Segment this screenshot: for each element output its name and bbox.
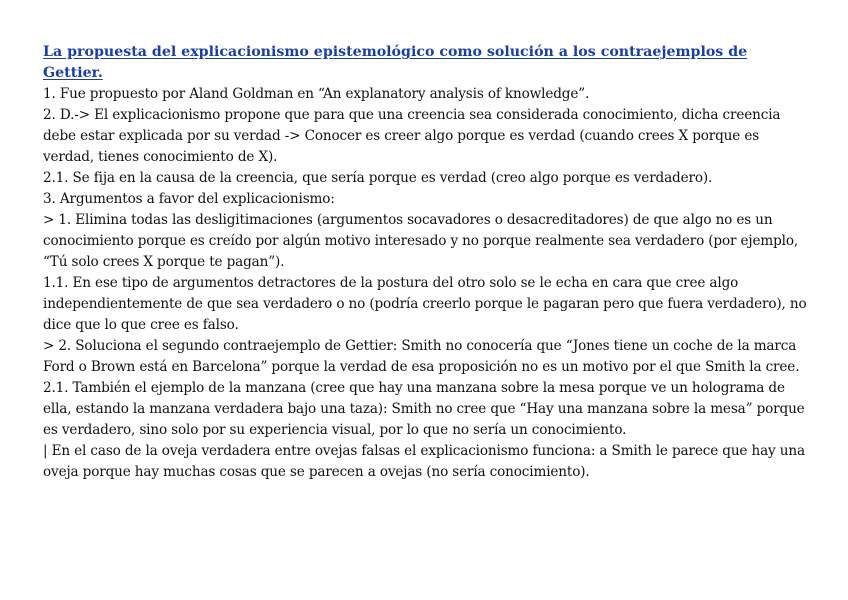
paragraph-3-argument-1: > 1. Elimina todas las desligitimaciones (argumentos socavadores o desacreditadores) de que algo no es un conocimiento porque es creído por algún motivo interesado y no porque realmente sea verdadero (por ejemplo, “Tú solo crees X porque te pagan”).: [43, 212, 799, 270]
paragraph-2-1: 2.1. Se fija en la causa de la creencia, que sería porque es verdad (creo algo porque es verdadero).: [43, 170, 713, 186]
paragraph-3: 3. Argumentos a favor del explicacionismo:: [43, 191, 335, 207]
document-title[interactable]: La propuesta del explicacionismo epistemológico como solución a los contraejemplos de Gettier.: [43, 44, 748, 81]
paragraph-sheep-case: | En el caso de la oveja verdadera entre ovejas falsas el explicacionismo funciona: a Smith le parece que hay una oveja porque hay muchas cosas que se parecen a ovejas (no sería conocimiento).: [43, 443, 805, 480]
paragraph-1: 1. Fue propuesto por Aland Goldman en “An explanatory analysis of knowledge”.: [43, 86, 590, 102]
paragraph-2: 2. D.-> El explicacionismo propone que para que una creencia sea considerada conocimiento, dicha creencia debe estar explicada por su verdad -> Conocer es creer algo porque es verdad (cuando crees X porque es verdad, tienes conocimiento de X).: [43, 107, 781, 165]
paragraph-1-1: 1.1. En ese tipo de argumentos detractores de la postura del otro solo se le echa en cara que cree algo independientemente de que sea verdadero o no (podría creerlo porque le pagaran pero que fuera verdadero), no dice que lo que cree es falso.: [43, 275, 807, 333]
paragraph-3-argument-2: > 2. Soluciona el segundo contraejemplo de Gettier: Smith no conocería que “Jones tiene un coche de la marca Ford o Brown está en Barcelona” porque la verdad de esa proposición no es un motivo por el que Smith la cree.: [43, 338, 800, 375]
paragraph-2-1-apple: 2.1. También el ejemplo de la manzana (cree que hay una manzana sobre la mesa porque ve un holograma de ella, estando la manzana verdadera bajo una taza): Smith no cree que “Hay una manzana sobre la mesa” porque es verdadero, sino solo por su experiencia visual, por lo que no sería un conocimiento.: [43, 380, 805, 438]
